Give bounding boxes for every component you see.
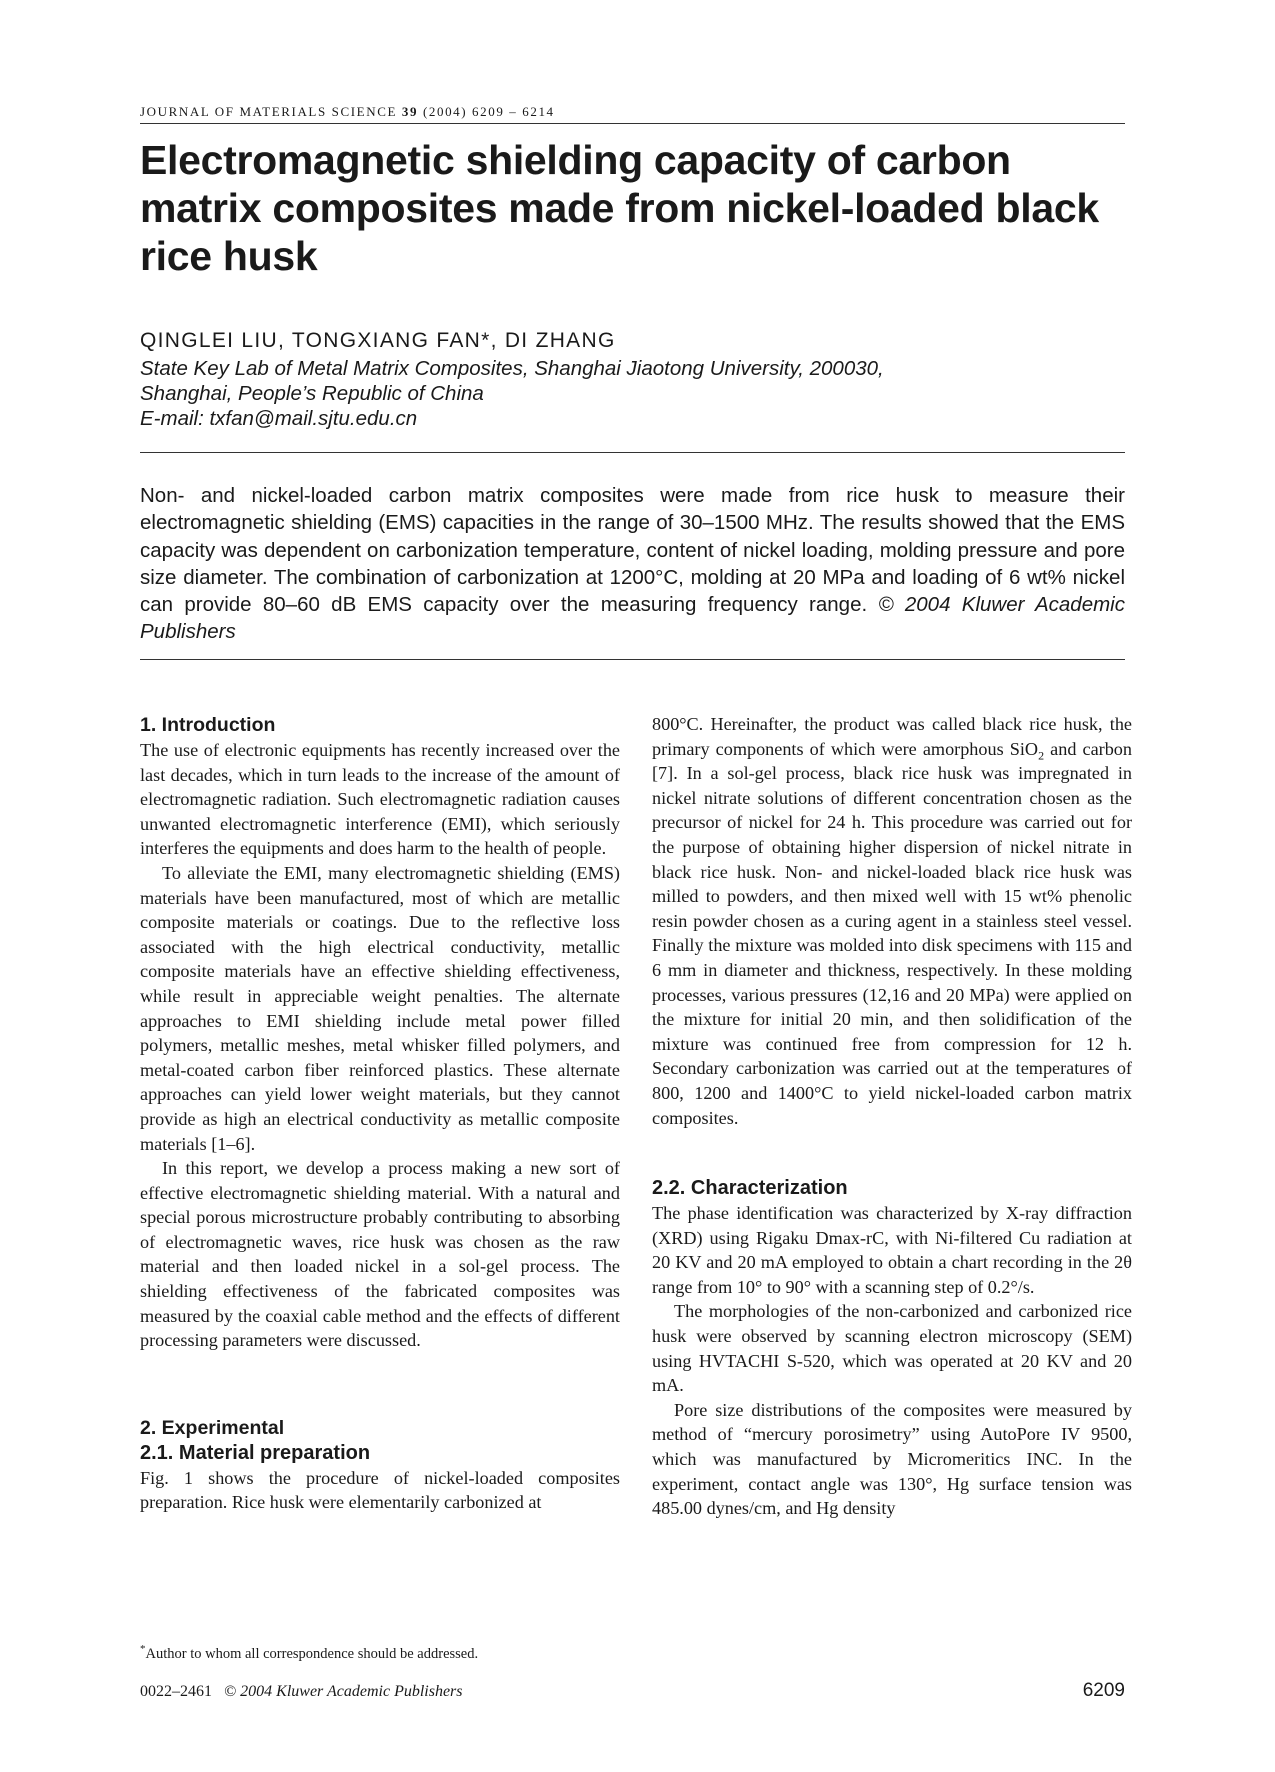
left-column <box>140 712 620 1515</box>
char-paragraph-2: The morphologies of the non-carbonized and carbonized rice husk were observed by scanning electron microscopy (SEM) using HVTACHI S-520, which was operated at 20 KV and 20 mA. <box>652 1301 1132 1396</box>
abstract-bottom-rule <box>140 659 1125 660</box>
journal-name: JOURNAL OF MATERIALS SCIENCE <box>140 104 398 119</box>
right-column <box>652 712 1132 1521</box>
prep-text-a: 800°C. Hereinafter, the product was called black rice husk, the primary components of which were amorphous SiO <box>652 714 1132 759</box>
footnote <box>140 1643 478 1663</box>
subsection-heading-material-preparation: 2.1. Material preparation <box>140 1441 371 1464</box>
running-head <box>140 104 555 120</box>
journal-year-pages: (2004) 6209 – 6214 <box>422 104 555 119</box>
author-email[interactable]: E-mail: txfan@mail.sjtu.edu.cn <box>140 407 418 430</box>
prep-text-subscript: 2 <box>1038 748 1045 763</box>
abstract-copyright: © 2004 Kluwer Academic Publishers <box>140 593 1125 644</box>
prep-text-b: and carbon [7]. In a sol-gel process, black rice husk was impregnated in nickel nitrate solutions of different concentration chosen as the precursor of nickel for 24 h. This procedure was carried out for the purpose of obtaining higher dispersion of nickel nitrate in black rice husk. Non- and nickel-loaded black rice husk was milled to powders, and then mixed well with 15 wt% phenolic resin powder chosen as a curing agent in a stainless steel vessel. Finally the mixture was molded into disk specimens with 115 and 6 mm in diameter and thickness, respectively. In these molding processes, various pressures (12,16 and 20 MPa) were applied on the mixture for initial 20 min, and then solidification of the mixture was continued free from compression for 12 h. Secondary carbonization was carried out at the temperatures of 800, 1200 and 1400°C to yield nickel-loaded carbon matrix composites. <box>652 738 1132 1128</box>
journal-volume: 39 <box>401 104 419 119</box>
affiliation-line-2: Shanghai, People’s Republic of China <box>140 382 484 405</box>
author-list: QINGLEI LIU, TONGXIANG FAN*, DI ZHANG <box>140 329 616 352</box>
char-paragraph-3: Pore size distributions of the composites were measured by method of “mercury porosimetry” using AutoPore IV 9500, which was manufactured by Micromeritics INC. In the experiment, contact angle was 130°, Hg surface tension was 485.00 dynes/cm, and Hg density <box>652 1399 1132 1519</box>
abstract-text: Non- and nickel-loaded carbon matrix composites were made from rice husk to measure their electromagnetic shielding (EMS) capacities in the range of 30–1500 MHz. The results showed that the EMS capacity was dependent on carbonization temperature, content of nickel loading, molding pressure and pore size diameter. The combination of carbonization at 1200°C, molding at 20 MPa and loading of 6 wt% nickel can provide 80–60 dB EMS capacity over the measuring frequency range. <box>140 484 1125 617</box>
footnote-text: Author to whom all correspondence should be addressed. <box>145 1645 479 1662</box>
page-number: 6209 <box>1082 1680 1125 1701</box>
header-rule <box>140 123 1125 124</box>
footer-copyright: © 2004 Kluwer Academic Publishers <box>224 1683 463 1700</box>
intro-paragraph-1: The use of electronic equipments has recently increased over the last decades, which in turn leads to the increase of the amount of electromagnetic radiation. Such electromagnetic radiation causes unwanted electromagnetic interference (EMI), which seriously interferes the equipments and does harm to the health of people. <box>140 740 620 859</box>
abstract <box>140 482 1125 646</box>
intro-paragraph-2: To alleviate the EMI, many electromagnetic shielding (EMS) materials have been manufactured, most of which are metallic composite materials or coatings. Due to the reflective loss associated with the high electrical conductivity, metallic composite materials have an effective shielding effectiveness, while result in appreciable weight penalties. The alternate approaches to EMI shielding include metal power filled polymers, metallic meshes, metal whisker filled polymers, and metal-coated carbon fiber reinforced plastics. These alternate approaches can yield lower weight materials, but they cannot provide as high an electrical conductivity as metallic composite materials [1–6]. <box>140 862 620 1154</box>
char-paragraph-1: The phase identification was characterized by X-ray diffraction (XRD) using Rigaku Dmax-rC, with Ni-filtered Cu radiation at 20 KV and 20 mA employed to obtain a chart recording in the 2θ range from 10° to 90° with a scanning step of 0.2°/s. <box>652 1203 1132 1297</box>
intro-paragraph-3: In this report, we develop a process making a new sort of effective electromagnetic shielding material. With a natural and special porous microstructure probably contributing to absorbing of electromagnetic waves, rice husk was chosen as the raw material and then loaded nickel in a sol-gel process. The shielding effectiveness of the fabricated composites was measured by the coaxial cable method and the effects of different processing parameters were discussed. <box>140 1158 620 1351</box>
issn-number: 0022–2461 <box>140 1683 212 1700</box>
abstract-top-rule <box>140 452 1125 453</box>
prep-paragraph-1: Fig. 1 shows the procedure of nickel-loaded composites preparation. Rice husk were elementarily carbonized at <box>140 1467 620 1513</box>
paper-title: Electromagnetic shielding capacity of carbon matrix composites made from nickel-loaded black rice husk <box>140 137 1099 279</box>
section-heading-introduction: 1. Introduction <box>140 714 276 736</box>
prep-paragraph-continued <box>652 712 1132 1130</box>
subsection-heading-characterization: 2.2. Characterization <box>652 1177 848 1200</box>
affiliation <box>140 356 1125 431</box>
affiliation-line-1: State Key Lab of Metal Matrix Composites, Shanghai Jiaotong University, 200030, <box>140 357 884 380</box>
footer-issn <box>140 1683 463 1701</box>
footnote-mark: * <box>140 1643 146 1655</box>
section-heading-experimental: 2. Experimental <box>140 1416 285 1439</box>
